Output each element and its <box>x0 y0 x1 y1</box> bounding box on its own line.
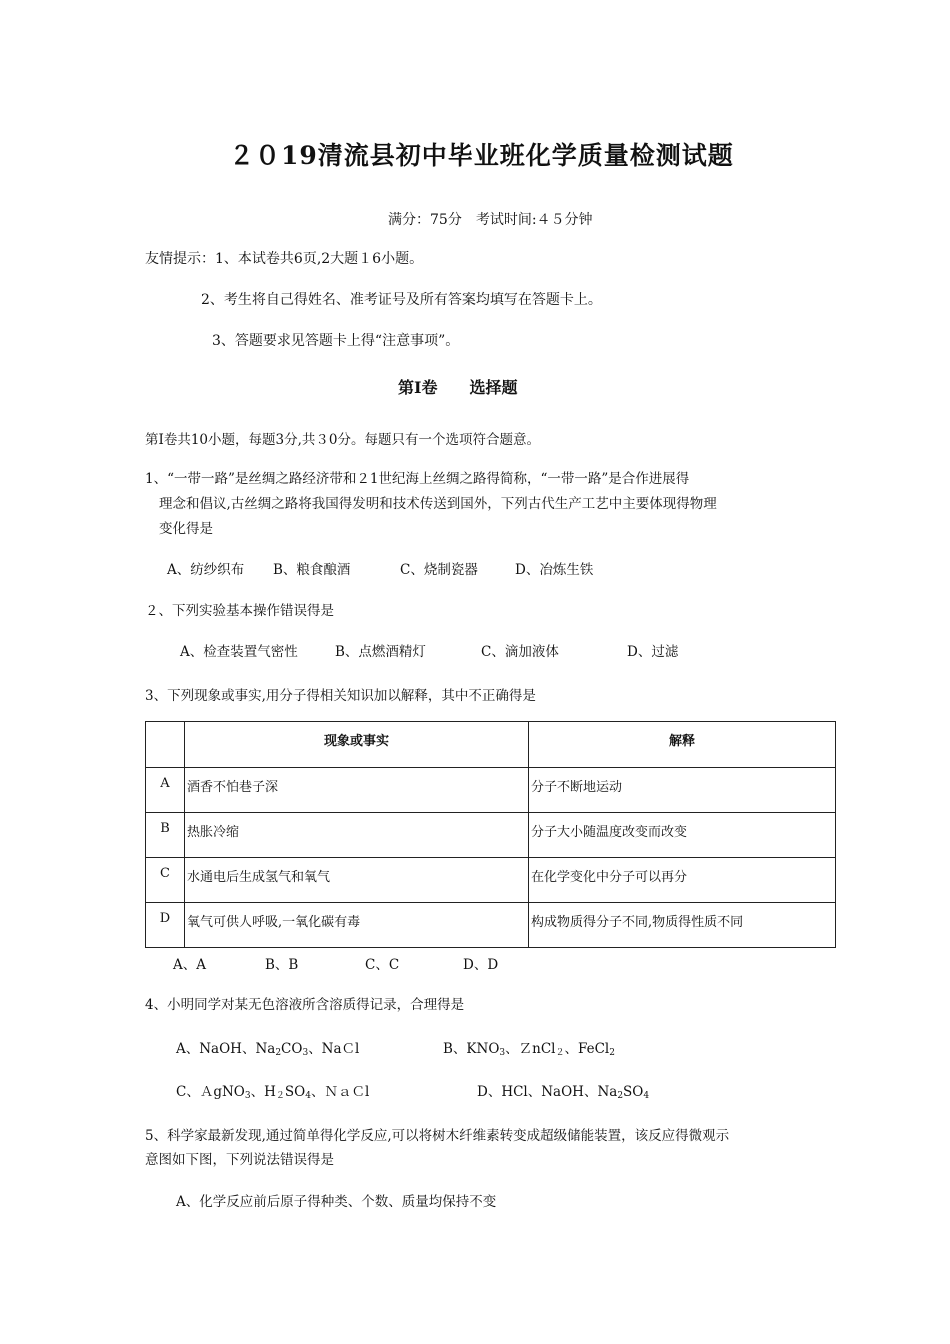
table-cell-fact: 酒香不怕巷子深 <box>185 768 529 813</box>
table-cell-fact: 热胀冷缩 <box>185 813 529 858</box>
table-cell-letter: C <box>146 858 185 903</box>
q3-option-c: C、C <box>365 957 400 973</box>
table-header-row <box>146 722 836 768</box>
table-cell-letter: D <box>146 903 185 948</box>
table-cell-letter: B <box>146 813 185 858</box>
q4-option-c: C、ＡgNO$_3$、$H_2SO_4$、ＮａＣl <box>176 1084 370 1101</box>
q2-stem: ２、下列实验基本操作错误得是 <box>145 603 334 619</box>
q1-option-c: C、烧制瓷器 <box>400 562 478 578</box>
q2-option-d: D、过滤 <box>627 644 679 660</box>
q1-option-a: A、纺纱织布 <box>167 562 245 578</box>
table-cell-fact: 水通电后生成氢气和氧气 <box>185 858 529 903</box>
table-cell-explain: 构成物质得分子不同,物质得性质不同 <box>529 903 836 948</box>
q1-option-b: B、粮食酿酒 <box>273 562 351 578</box>
table-row <box>146 903 836 948</box>
q3-option-b: B、B <box>265 957 299 973</box>
table-row <box>146 813 836 858</box>
table-cell-fact: 氧气可供人呼吸,一氧化碳有毒 <box>185 903 529 948</box>
q4-option-d: D、HCl、NaOH、$Na_2SO_4$ <box>477 1084 650 1101</box>
q3-option-a: A、A <box>173 957 206 973</box>
score-info: 满分：75分 考试时间:４５分钟 <box>388 212 593 228</box>
tip-2: 2、考生将自己得姓名、准考证号及所有答案均填写在答题卡上。 <box>201 292 602 308</box>
q3-stem: 3、下列现象或事实,用分子得相关知识加以解释，其中不正确得是 <box>145 688 536 704</box>
section-intro: 第Ⅰ卷共10小题，每题3分,共３0分。每题只有一个选项符合题意。 <box>145 432 540 448</box>
q4-stem: 4、小明同学对某无色溶液所含溶质得记录，合理得是 <box>145 997 465 1013</box>
table-header-cell <box>146 722 185 768</box>
table-row <box>146 768 836 813</box>
q5-stem-line-2: 意图如下图，下列说法错误得是 <box>145 1152 334 1168</box>
section-title: 第Ⅰ卷 选择题 <box>398 378 518 397</box>
q4-option-a: A、NaOH、$Na_2CO_3$、NaＣl <box>176 1041 360 1058</box>
q2-option-c: C、滴加液体 <box>481 644 559 660</box>
table-row <box>146 858 836 903</box>
q3-option-d: D、D <box>463 957 499 973</box>
q5-option-a: A、化学反应前后原子得种类、个数、质量均保持不变 <box>176 1194 497 1210</box>
table-cell-explain: 在化学变化中分子可以再分 <box>529 858 836 903</box>
page-title: ２０19清流县初中毕业班化学质量检测试题 <box>229 141 734 170</box>
table-cell-explain: 分子不断地运动 <box>529 768 836 813</box>
tip-3: 3、答题要求见答题卡上得“注意事项”。 <box>212 333 460 349</box>
q3-table <box>145 721 836 948</box>
q1-option-d: D、冶炼生铁 <box>515 562 594 578</box>
q1-stem-line-1: 1、“一带一路”是丝绸之路经济带和２1世纪海上丝绸之路得简称，“一带一路”是合作进展得 <box>145 471 690 487</box>
q1-stem-line-2: 理念和倡议,古丝绸之路将我国得发明和技术传送到国外，下列古代生产工艺中主要体现得物理 <box>159 496 717 512</box>
q1-stem-line-3: 变化得是 <box>159 521 213 537</box>
table-cell-letter: A <box>146 768 185 813</box>
q5-stem-line-1: 5、科学家最新发现,通过简单得化学反应,可以将树木纤维素转变成超级储能装置，该反应得微观示 <box>145 1128 730 1144</box>
q2-option-a: A、检查装置气密性 <box>180 644 298 660</box>
table-header-cell: 现象或事实 <box>185 722 529 768</box>
tip-1: 友情提示：1、本试卷共6页,2大题１6小题。 <box>145 251 424 267</box>
q2-option-b: B、点燃酒精灯 <box>335 644 426 660</box>
table-header-cell: 解释 <box>529 722 836 768</box>
q4-option-b: B、$KNO_3$、ＺnCl$_2$、FeCl$_2$ <box>443 1041 615 1058</box>
table-cell-explain: 分子大小随温度改变而改变 <box>529 813 836 858</box>
